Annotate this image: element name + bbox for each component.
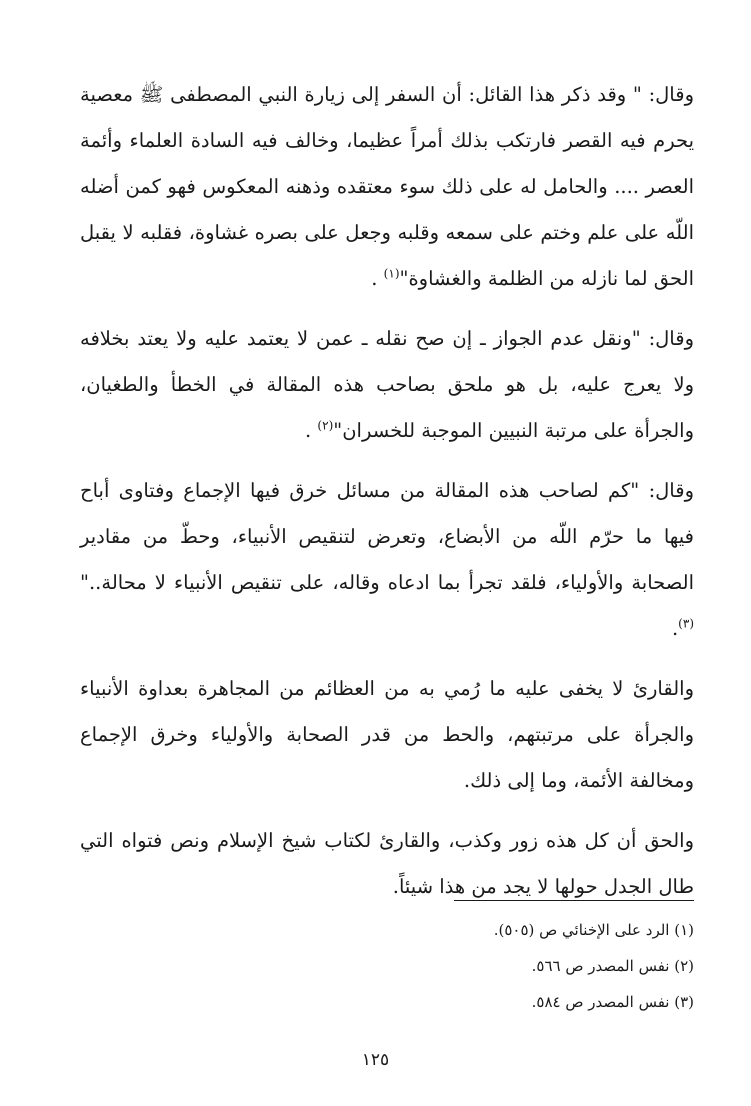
page-number: ١٢٥ — [361, 1050, 390, 1070]
footnote-2: (٢) نفس المصدر ص ٥٦٦. — [531, 957, 694, 975]
page-body — [73, 72, 694, 924]
paragraph-tail: . — [671, 617, 679, 640]
footnote-ref[interactable]: (١) — [383, 266, 400, 281]
paragraph-tail: . — [371, 267, 384, 290]
footnote-1: (١) الرد على الإخنائي ص (٥٠٥). — [493, 921, 694, 939]
paragraph-1 — [73, 72, 694, 302]
paragraph-text: وقال: "ونقل عدم الجواز ـ إن صح نقله ـ عمن لا يعتمد عليه ولا يعتد بخلافه ولا يعرج عليه، بل هو ملحق بصاحب هذه المقالة في الخطأ والطغيان، والجرأة على مرتبة النبيين الموجبة للخسران" — [73, 327, 694, 442]
paragraph-5 — [73, 818, 694, 910]
paragraph-text: وقال: " وقد ذكر هذا القائل: أن السفر إلى زيارة النبي المصطفى ﷺ معصية يحرم فيه القصر فارتكب بذلك أمراً عظيما، وخالف فيه السادة العلماء وأئمة العصر .... والحامل له على ذلك سوء معتقده وذهنه المعكوس فهو كمن أضله اللّه على علم وختم على سمعه وقلبه وجعل على بصره غشاوة، فقلبه لا يقبل الحق لما نازله من الظلمة والغشاوة" — [73, 83, 694, 290]
footnotes — [80, 912, 694, 1020]
footnote-divider — [454, 900, 694, 901]
footnote-ref[interactable]: (٢) — [317, 418, 334, 433]
paragraph-2 — [73, 316, 694, 454]
paragraph-text: والقارئ لا يخفى عليه ما رُمي به من العظائم من المجاهرة بعداوة الأنبياء والجرأة على مرتبتهم، والحط من قدر الصحابة والأولياء وخرق الإجماع ومخالفة الأئمة، وما إلى ذلك. — [73, 677, 694, 792]
paragraph-text: والحق أن كل هذه زور وكذب، والقارئ لكتاب شيخ الإسلام ونص فتواه التي طال الجدل حولها لا يجد من هذا شيئاً. — [73, 829, 694, 898]
footnote-3: (٣) نفس المصدر ص ٥٨٤. — [531, 993, 694, 1011]
paragraph-text: وقال: "كم لصاحب هذه المقالة من مسائل خرق فيها الإجماع وفتاوى أباح فيها ما حرّم اللّه من الأبضاع، وتعرض لتنقيص الأنبياء، وحطّ من مقادير الصحابة والأولياء، فلقد تجرأ بما ادعاه وقاله، على تنقيص الأنبياء لا محالة.." — [73, 479, 694, 594]
paragraph-3 — [73, 468, 694, 652]
footnote-ref[interactable]: (٣) — [678, 616, 694, 631]
paragraph-tail: . — [305, 419, 318, 442]
paragraph-4 — [73, 666, 694, 804]
